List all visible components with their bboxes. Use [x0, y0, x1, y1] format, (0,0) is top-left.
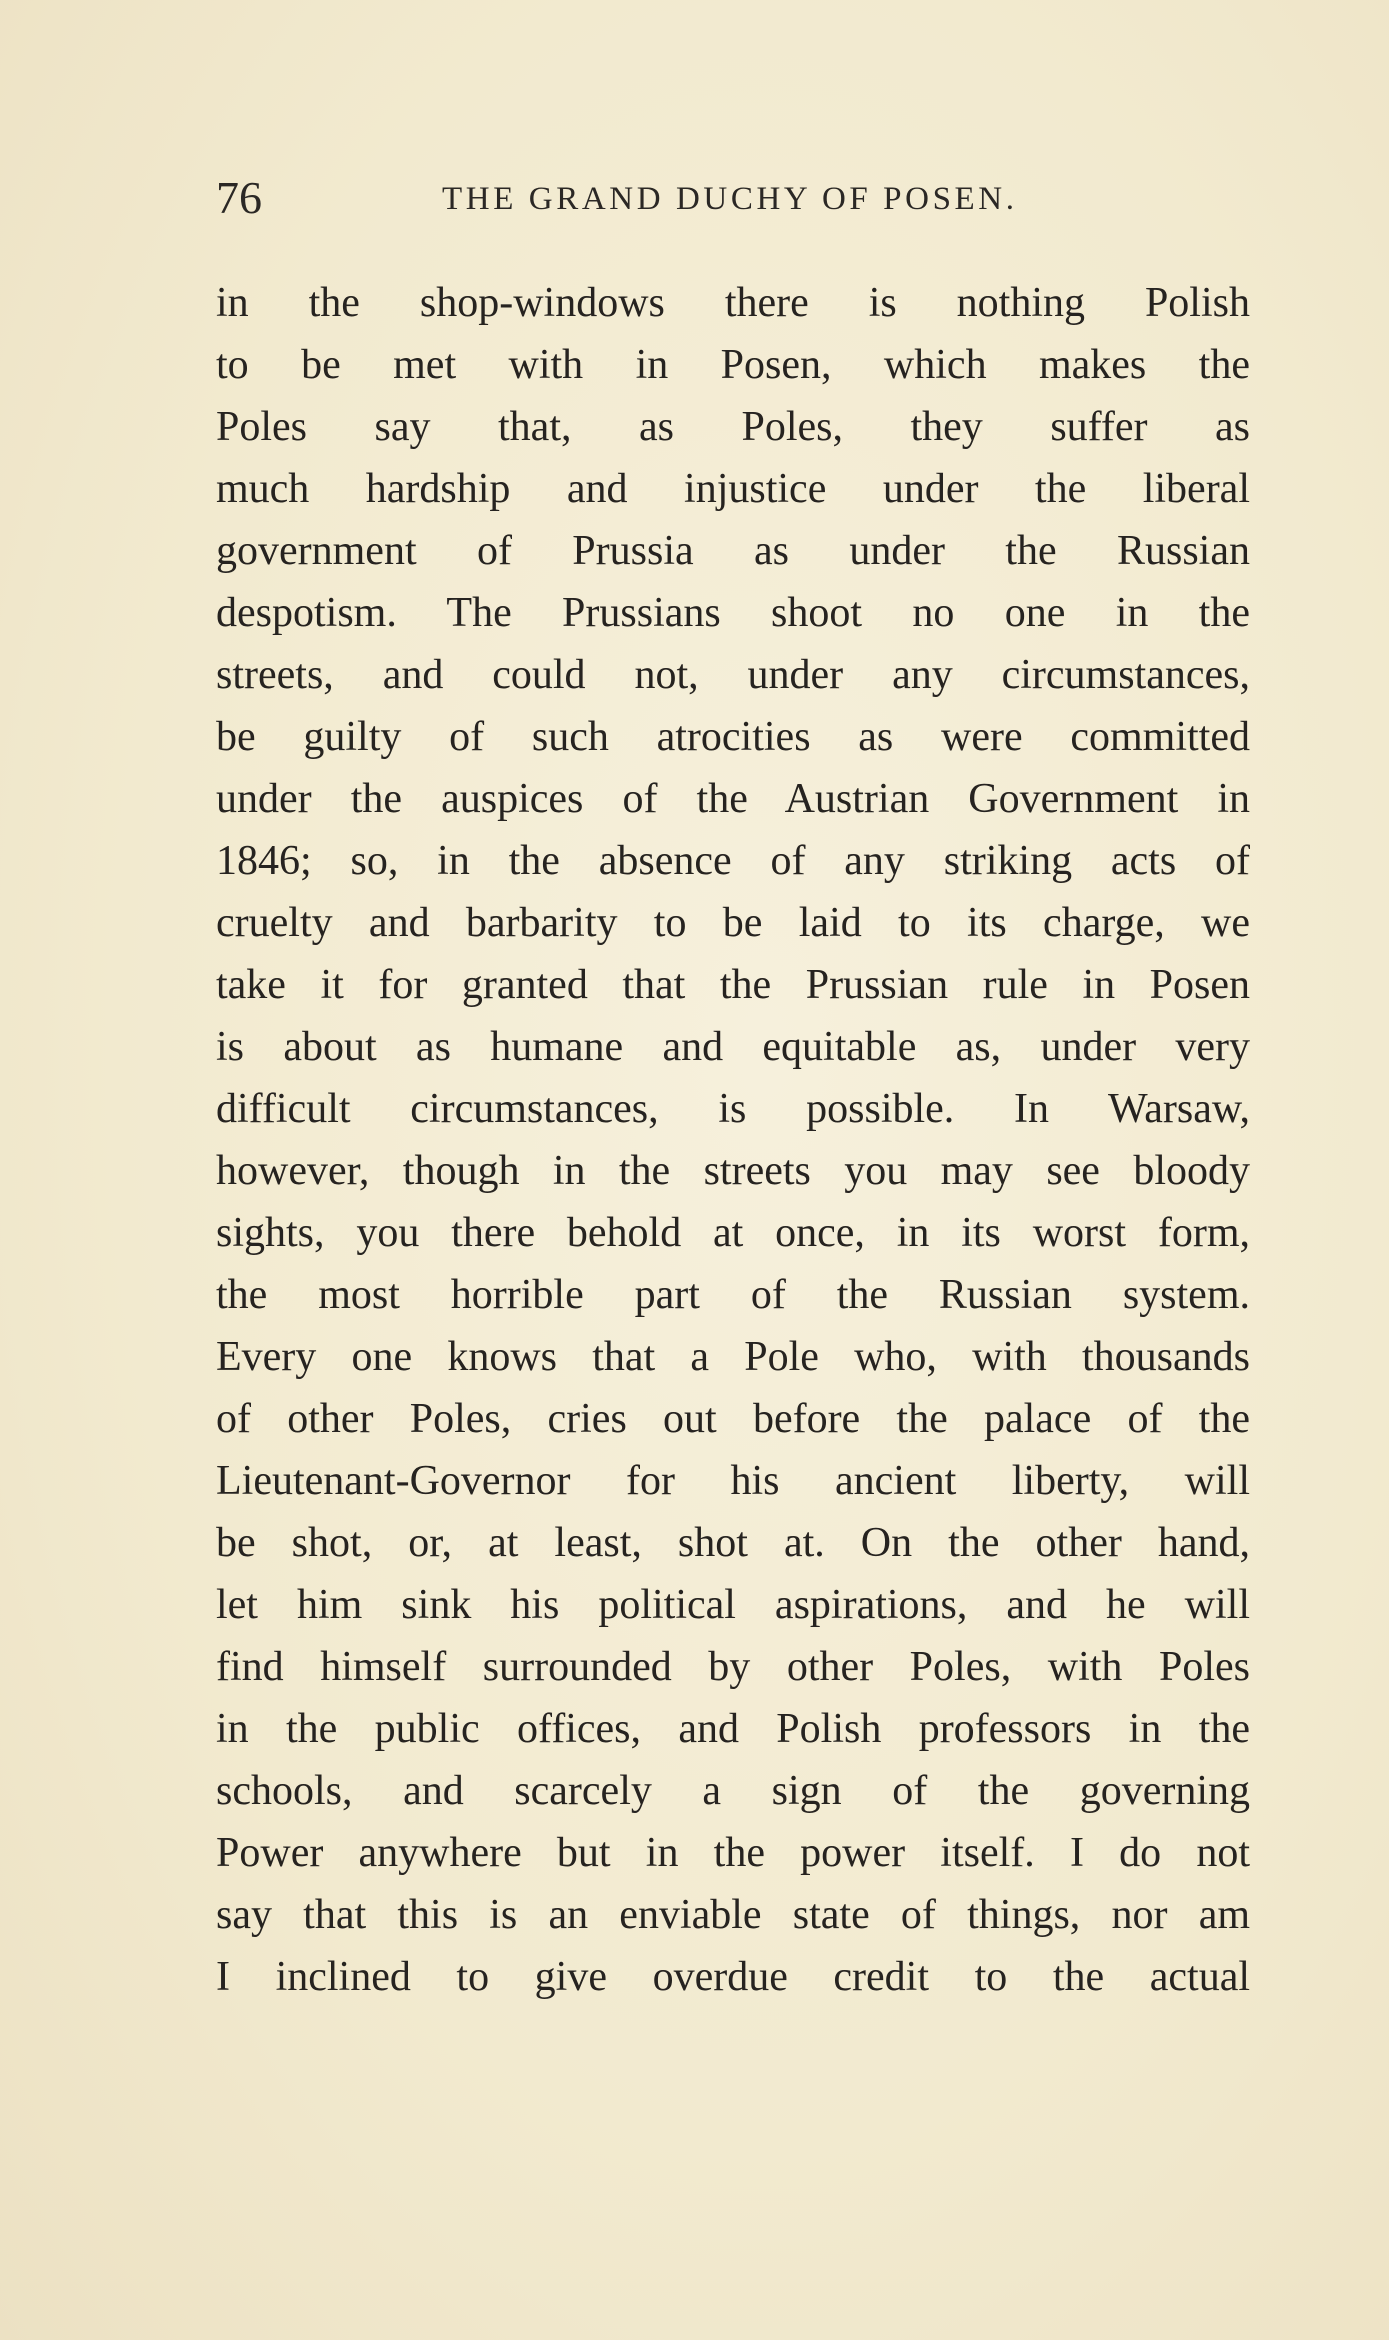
text-line: find himself surrounded by other Poles, with Poles: [216, 1644, 1250, 1690]
text-line: in the public offices, and Polish professors in the: [216, 1706, 1250, 1752]
text-line: much hardship and injustice under the liberal: [216, 466, 1250, 512]
body-text: [216, 272, 1250, 2008]
text-line: take it for granted that the Prussian rule in Posen: [216, 962, 1250, 1008]
text-line: cruelty and barbarity to be laid to its charge, we: [216, 900, 1250, 946]
text-line: in the shop-windows there is nothing Polish: [216, 280, 1250, 326]
text-line: say that this is an enviable state of things, nor am: [216, 1892, 1250, 1938]
text-line: be shot, or, at least, shot at. On the other hand,: [216, 1520, 1250, 1566]
text-line: under the auspices of the Austrian Government in: [216, 776, 1250, 822]
text-line: despotism. The Prussians shoot no one in the: [216, 590, 1250, 636]
text-line: of other Poles, cries out before the palace of the: [216, 1396, 1250, 1442]
text-line: government of Prussia as under the Russian: [216, 528, 1250, 574]
page-number: 76: [216, 172, 262, 223]
text-line: the most horrible part of the Russian system.: [216, 1272, 1250, 1318]
text-line: Lieutenant-Governor for his ancient liberty, will: [216, 1458, 1250, 1504]
text-line: Poles say that, as Poles, they suffer as: [216, 404, 1250, 450]
text-line: I inclined to give overdue credit to the actual: [216, 1954, 1250, 2000]
running-title: THE GRAND DUCHY OF POSEN.: [442, 181, 1018, 217]
text-line: difficult circumstances, is possible. In Warsaw,: [216, 1086, 1250, 1132]
text-line: let him sink his political aspirations, and he will: [216, 1582, 1250, 1628]
text-line: to be met with in Posen, which makes the: [216, 342, 1250, 388]
text-line: sights, you there behold at once, in its worst form,: [216, 1210, 1250, 1256]
text-line: be guilty of such atrocities as were committed: [216, 714, 1250, 760]
page-header: [216, 168, 1250, 228]
text-line: schools, and scarcely a sign of the governing: [216, 1768, 1250, 1814]
text-line: however, though in the streets you may see bloody: [216, 1148, 1250, 1194]
text-line: Power anywhere but in the power itself. I do not: [216, 1830, 1250, 1876]
text-line: Every one knows that a Pole who, with thousands: [216, 1334, 1250, 1380]
text-line: is about as humane and equitable as, under very: [216, 1024, 1250, 1070]
text-line: 1846; so, in the absence of any striking acts of: [216, 838, 1250, 884]
text-line: streets, and could not, under any circumstances,: [216, 652, 1250, 698]
